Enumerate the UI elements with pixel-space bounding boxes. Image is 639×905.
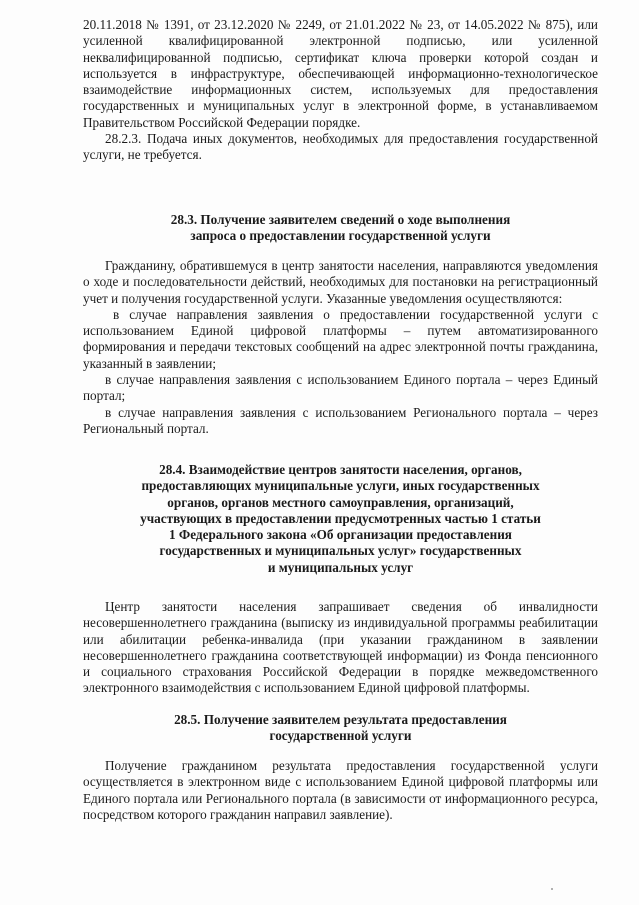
heading-line: участвующих в предоставлении предусмотренных частью 1 статьи <box>140 510 541 526</box>
list-item: в случае направления заявления с использованием Единого портала – через Единый портал; <box>83 372 598 404</box>
heading-line: органов, органов местного самоуправления, организаций, <box>167 494 514 510</box>
clause-28-2-3: 28.2.3. Подача иных документов, необходимых для предоставления государственной услуги, не требуется. <box>83 131 598 163</box>
heading-line: предоставляющих муниципальные услуги, иных государственных <box>141 478 540 494</box>
section-28-4-body <box>83 599 598 697</box>
section-28-5-heading <box>83 712 598 745</box>
list-item: в случае направления заявления с использованием Регионального портала – через Региональный портал. <box>83 404 598 436</box>
heading-line: государственной услуги <box>269 728 412 744</box>
heading-line: запроса о предоставлении государственной услуги <box>190 228 491 244</box>
section-28-3-heading <box>83 212 598 245</box>
heading-line: 28.5. Получение заявителем результата предоставления <box>174 712 507 727</box>
heading-line: и муниципальных услуг <box>267 559 414 575</box>
paragraph: Получение гражданином результата предоставления государственной услуги осуществляется в электронном виде с использованием Единой цифровой платформы или Единого портала или Регионального портала (в зависимости от информационного ресурса, посредством которого гражданин направил заявление). <box>83 758 598 822</box>
scan-speck <box>551 888 553 890</box>
list-item: в случае направления заявления о предоставлении государственной услуги с использованием Единой цифровой платформы – путем автоматизированного формирования и передачи текстовых сообщений на адрес электронной почты гражданина, указанный в заявлении; <box>83 306 598 371</box>
section-28-5-body <box>83 758 598 823</box>
intro-paragraph: 20.11.2018 № 1391, от 23.12.2020 № 2249, от 21.01.2022 № 23, от 14.05.2022 № 875), или усиленной квалифицированной электронной подписью, или усиленной неквалифицированной подписью, сертификат ключа проверки которой создан и используется в инфраструктуре, обеспечивающей информационно-технологическое взаимодействие информационных систем, используемых для предоставления государственных и муниципальных услуг в электронной форме, в устанавливаемом Правительством Российской Федерации порядке. <box>83 17 598 130</box>
paragraph: Гражданину, обратившемуся в центр занятости населения, направляются уведомления о ходе и последовательности действий, необходимых для постановки на регистрационный учет и получения государственной услуги. Указанные уведомления осуществляются: <box>83 258 598 306</box>
section-28-3-body <box>83 258 598 437</box>
heading-line: 1 Федерального закона «Об организации предоставления <box>169 527 512 543</box>
heading-line: 28.3. Получение заявителем сведений о ходе выполнения <box>170 212 511 227</box>
section-28-4-heading <box>83 462 598 576</box>
intro-block <box>83 17 598 164</box>
heading-line: государственных и муниципальных услуг» государственных <box>159 543 522 559</box>
heading-line: 28.4. Взаимодействие центров занятости населения, органов, <box>159 462 522 477</box>
paragraph: Центр занятости населения запрашивает сведения об инвалидности несовершеннолетнего гражданина (выписку из индивидуальной программы реабилитации или абилитации ребенка-инвалида (при указании гражданином в заявлении несовершеннолетнего гражданина соответствующей информации) из Фонда пенсионного и социального страхования Российской Федерации в порядке межведомственного электронного взаимодействия с использованием Единой цифровой платформы. <box>83 599 598 696</box>
